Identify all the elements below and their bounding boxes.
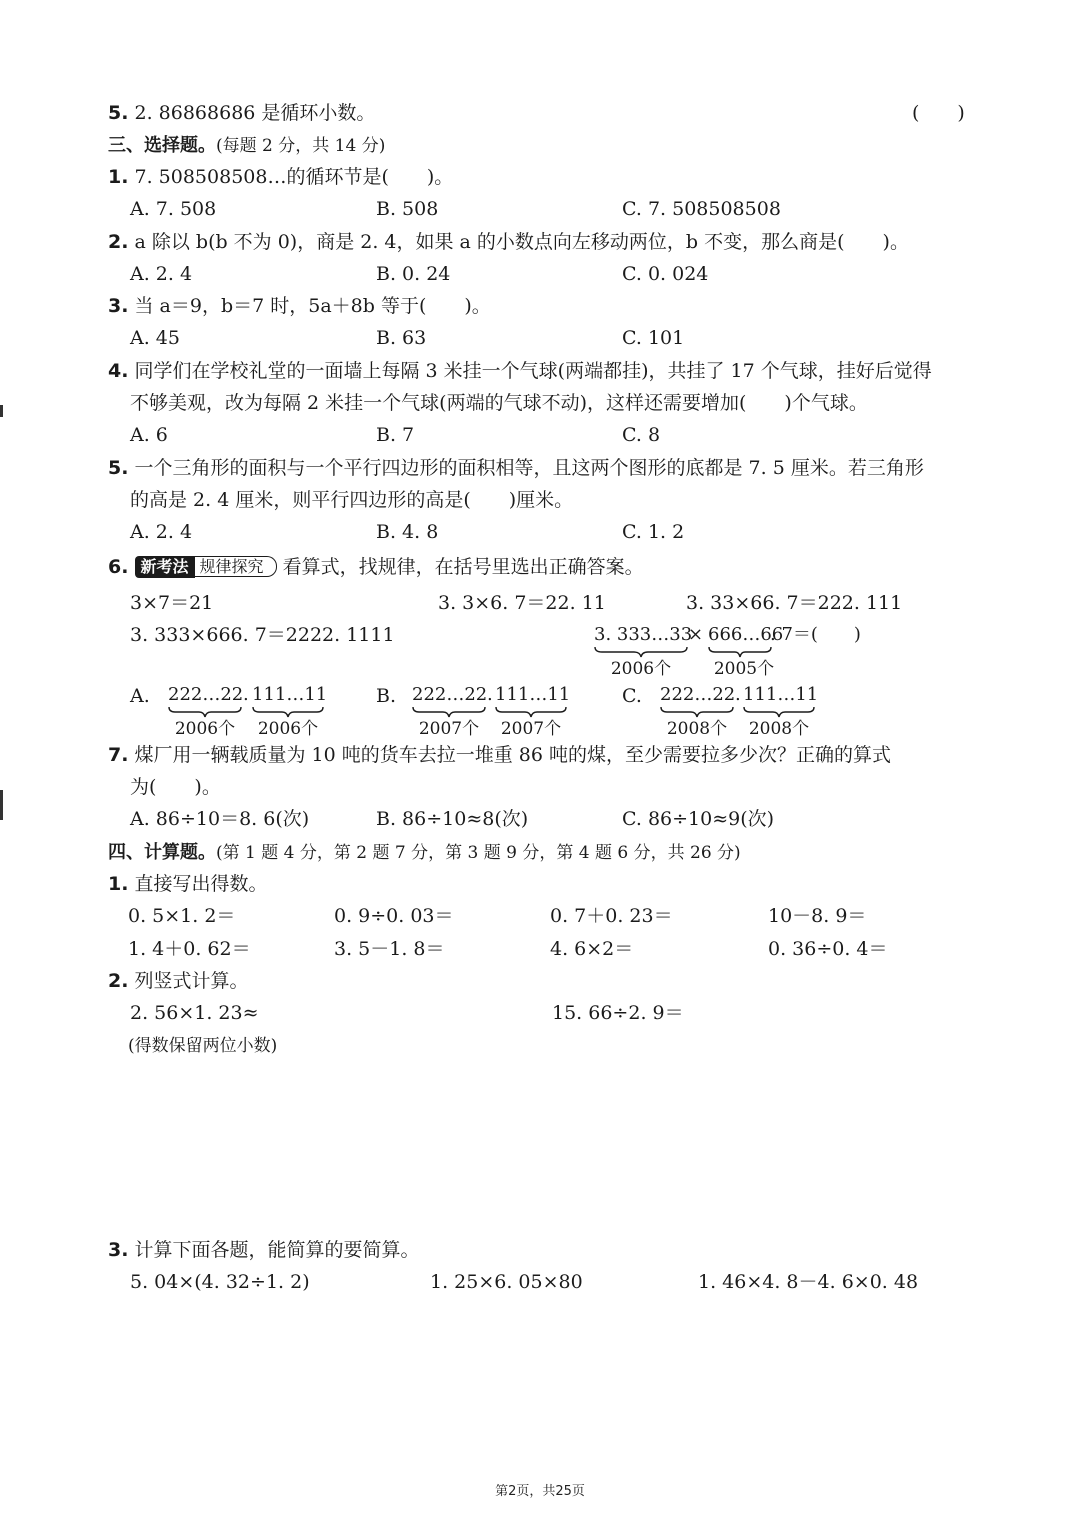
option-a[interactable]: A. 86÷10＝8. 6(次) [130, 808, 310, 830]
question-number: 4. [108, 360, 129, 382]
section-3-heading [108, 132, 385, 159]
question-number: 5. [108, 457, 129, 479]
option-c[interactable]: C. 7. 508508508 [622, 198, 781, 220]
underbrace [708, 646, 772, 658]
choice-question-4 [108, 358, 932, 384]
option-b-label[interactable]: B. [376, 685, 397, 707]
digit-count-label: 2007个 [500, 719, 562, 739]
section-title: 三、选择题。 [108, 135, 216, 156]
question-number: 5. [108, 102, 129, 124]
underbrace [660, 706, 734, 718]
oral-calc-item[interactable]: 3. 5－1. 8＝ [334, 938, 445, 960]
option-a[interactable]: A. 7. 508 [130, 198, 217, 220]
option-b-part-2[interactable]: 111…11 [495, 684, 571, 705]
digit-count-label: 2006个 [257, 719, 319, 739]
question-text: a 除以 b(b 不为 0)，商是 2. 4，如果 a 的小数点向左移动两位，b 不变，那么商是( )。 [134, 231, 909, 253]
digit-count-label: 2007个 [418, 719, 480, 739]
question-text-line-1: 同学们在学校礼堂的一面墙上每隔 3 米挂一个气球(两端都挂)，共挂了 17 个气球，挂好后觉得 [134, 360, 932, 382]
option-c[interactable]: C. 1. 2 [622, 521, 685, 543]
times-sign: × [688, 624, 704, 645]
question-text-line-1: 煤厂用一辆载质量为 10 吨的货车去拉一堆重 86 吨的煤，至少需要拉多少次？正确的算式 [134, 744, 892, 766]
badge-pattern-explore: 规律探究 [195, 556, 277, 577]
option-c-label[interactable]: C. [622, 685, 642, 707]
option-b[interactable]: B. 63 [376, 327, 427, 349]
page-footer: 第2页，共25页 [495, 1484, 585, 1499]
option-c-part-2[interactable]: 111…11 [743, 684, 819, 705]
question-text: 直接写出得数。 [134, 873, 268, 895]
option-a[interactable]: A. 6 [130, 424, 168, 446]
choice-question-1 [108, 164, 453, 190]
digit-count-label: 2005个 [713, 659, 775, 679]
underbrace [168, 706, 242, 718]
underbrace [743, 706, 815, 718]
question-text: 7. 508508508…的循环节是( )。 [134, 166, 454, 188]
section-4-heading [108, 839, 741, 866]
question-text-line-1: 一个三角形的面积与一个平行四边形的面积相等，且这两个图形的底都是 7. 5 厘米。若三角形 [134, 457, 924, 479]
question-text: 计算下面各题，能简算的要简算。 [134, 1239, 420, 1261]
option-c-part-1[interactable]: 222…22 [660, 684, 736, 705]
calc-question-2 [108, 968, 249, 994]
option-b-part-1[interactable]: 222…22 [412, 684, 488, 705]
rounding-note: (得数保留两位小数) [128, 1036, 278, 1056]
underbrace [412, 706, 486, 718]
digit-count-label: 2008个 [666, 719, 728, 739]
question-text-line-2: 为( )。 [130, 776, 221, 798]
option-c[interactable]: C. 86÷10≈9(次) [622, 808, 775, 830]
decimal-point: . [487, 684, 493, 705]
option-a[interactable]: A. 45 [130, 327, 180, 349]
oral-calc-item[interactable]: 0. 7＋0. 23＝ [550, 905, 673, 927]
question-text: 看算式，找规律，在括号里选出正确答案。 [282, 556, 644, 578]
question-text: 列竖式计算。 [134, 970, 249, 992]
choice-question-7 [108, 742, 891, 768]
expr-factor-2: 666…66 [708, 624, 784, 645]
option-b[interactable]: B. 508 [376, 198, 439, 220]
vertical-calc-item[interactable]: 15. 66÷2. 9＝ [552, 1002, 684, 1024]
option-b[interactable]: B. 7 [376, 424, 415, 446]
underbrace [252, 706, 324, 718]
oral-calc-item[interactable]: 10－8. 9＝ [768, 905, 867, 927]
expr-factor-1: 3. 333…33 [594, 624, 693, 645]
pattern-expr-4: 3. 333×666. 7＝2222. 1111 [130, 624, 395, 646]
question-number: 2. [108, 970, 129, 992]
question-number: 3. [108, 1239, 129, 1261]
digit-count-label: 2006个 [174, 719, 236, 739]
question-text: 2. 86868686 是循环小数。 [134, 102, 376, 124]
question-number: 1. [108, 873, 129, 895]
choice-question-5 [108, 455, 924, 481]
question-text-line-2: 不够美观，改为每隔 2 米挂一个气球(两端的气球不动)，这样还需要增加( )个气球。 [130, 392, 868, 414]
question-number: 7. [108, 744, 129, 766]
oral-calc-item[interactable]: 4. 6×2＝ [550, 938, 634, 960]
digit-count-label: 2006个 [610, 659, 672, 679]
new-exam-badge [135, 553, 277, 579]
pattern-expr-3: 3. 33×66. 7＝222. 111 [686, 592, 903, 614]
option-a-label[interactable]: A. [130, 685, 150, 707]
option-a[interactable]: A. 2. 4 [130, 263, 193, 285]
option-a-part-1[interactable]: 222…22 [168, 684, 244, 705]
calc-question-1 [108, 871, 268, 897]
choice-question-6 [108, 554, 644, 581]
choice-question-2 [108, 229, 909, 255]
question-number: 1. [108, 166, 129, 188]
question-number: 3. [108, 295, 129, 317]
pattern-expr-2: 3. 3×6. 7＝22. 11 [438, 592, 606, 614]
question-text: 当 a＝9，b＝7 时，5a＋8b 等于( )。 [134, 295, 491, 317]
section-title: 四、计算题。 [108, 842, 216, 863]
digit-count-label: 2008个 [748, 719, 810, 739]
option-c[interactable]: C. 0. 024 [622, 263, 709, 285]
question-number: 6. [108, 556, 129, 578]
underbrace [594, 646, 688, 658]
simplify-calc-item[interactable]: 1. 46×4. 8－4. 6×0. 48 [698, 1271, 919, 1293]
badge-new-method: 新考法 [135, 556, 195, 578]
option-b[interactable]: B. 4. 8 [376, 521, 439, 543]
judge-question-5 [108, 100, 375, 126]
option-b[interactable]: B. 86÷10≈8(次) [376, 808, 529, 830]
question-number: 2. [108, 231, 129, 253]
option-c[interactable]: C. 8 [622, 424, 661, 446]
oral-calc-item[interactable]: 0. 9÷0. 03＝ [334, 905, 454, 927]
simplify-calc-item[interactable]: 5. 04×(4. 32÷1. 2) [130, 1271, 310, 1293]
section-score: (每题 2 分，共 14 分) [216, 136, 386, 156]
scan-edge-mark [0, 790, 3, 820]
option-b[interactable]: B. 0. 24 [376, 263, 451, 285]
option-a[interactable]: A. 2. 4 [130, 521, 193, 543]
option-a-part-2[interactable]: 111…11 [252, 684, 328, 705]
answer-paren[interactable]: ( ) [912, 102, 965, 124]
decimal-point: . [735, 684, 741, 705]
answer-paren[interactable]: . 7＝( ) [770, 624, 861, 645]
calc-question-3 [108, 1237, 420, 1263]
option-c[interactable]: C. 101 [622, 327, 685, 349]
oral-calc-item[interactable]: 1. 4＋0. 62＝ [128, 938, 251, 960]
scan-edge-mark [0, 405, 3, 417]
choice-question-3 [108, 293, 491, 319]
question-text-line-2: 的高是 2. 4 厘米，则平行四边形的高是( )厘米。 [130, 489, 574, 511]
simplify-calc-item[interactable]: 1. 25×6. 05×80 [430, 1271, 583, 1293]
section-score: (第 1 题 4 分，第 2 题 7 分，第 3 题 9 分，第 4 题 6 分，共 26 分) [216, 843, 741, 863]
underbrace [495, 706, 567, 718]
oral-calc-item[interactable]: 0. 5×1. 2＝ [128, 905, 236, 927]
decimal-point: . [243, 684, 249, 705]
vertical-calc-item[interactable]: 2. 56×1. 23≈ [130, 1002, 259, 1024]
pattern-expr-1: 3×7＝21 [130, 592, 214, 614]
oral-calc-item[interactable]: 0. 36÷0. 4＝ [768, 938, 888, 960]
